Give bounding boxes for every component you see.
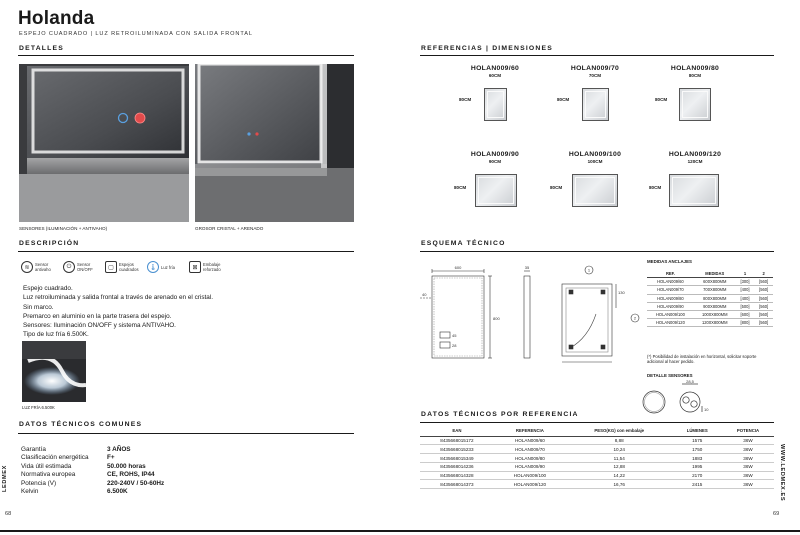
col-lumenes: LÚMENES [672,428,722,436]
cell: [400] [736,286,755,294]
cell: [500] [736,302,755,310]
sensor-dim-diameter: 28,5 [686,379,694,384]
glass-photo-illustration [195,64,354,222]
page-subtitle: ESPEJO CUADRADO | LUZ RETROILUMINADA CON SALIDA FRONTAL [19,31,253,37]
cell: 8435668014236 [420,462,494,471]
spec-key: Kelvin [21,488,39,496]
table-row [647,302,773,310]
cell: 1995 [672,462,722,471]
referencias-heading: REFERENCIAS | DIMENSIONES [421,45,553,52]
page-title: Holanda [18,8,95,29]
cell: HOLAN009/90 [494,462,566,471]
ref-card-120 [664,151,726,164]
spec-value: 6.500K [107,488,128,496]
anclajes-table [647,270,773,327]
detalles-rule [18,55,354,56]
feature-embalaje [189,261,225,273]
mirror-preview-100 [572,174,618,207]
feature-cuadrados [105,261,141,273]
col-2: 2 [754,270,773,278]
footer-rule [0,530,800,532]
ref-card-70 [564,65,626,78]
feature-label: Sensor antivaho [35,262,51,272]
descripcion-heading: DESCRIPCIÓN [19,240,80,247]
spec-value: 3 AÑOS [107,446,131,453]
datos-comunes-rule [18,433,354,434]
sensor-photo-illustration [19,64,189,222]
mirror-preview-90 [475,174,517,207]
ref-width: 60CM [488,73,502,78]
dim-anchor-top: 130 [618,290,625,295]
sensor-dim-gap: 10 [704,407,709,412]
col-1: 1 [736,270,755,278]
thermometer-icon: 🌡 [147,261,159,273]
esquema-rule [420,251,774,252]
col-peso: PESO(KG) con embalaje [566,428,672,436]
light-sample-caption: LUZ FRÍA 6.500K [22,405,55,410]
description-line: Premarco en aluminio en la parte trasera del espejo. [23,312,172,320]
cell: HOLAN009/60 [494,436,566,445]
cell: [560] [754,310,773,318]
dim-width: 600 [454,265,462,270]
technical-drawing [420,258,645,370]
spec-row [21,480,164,488]
cell: [400] [736,294,755,302]
table-row [420,480,774,489]
table-row [647,310,773,318]
touch-sensor-icon: ≋ [21,261,33,273]
descripcion-rule [18,251,354,252]
spec-row [21,488,164,496]
spec-value: F+ [107,454,115,462]
esquema-heading: ESQUEMA TÉCNICO [421,240,506,247]
specs-list [21,446,164,496]
cell: 1200X800MM [694,319,736,327]
ref-name: HOLAN009/100 [568,151,622,158]
ref-width: 70CM [588,73,602,78]
cell: 2415 [672,480,722,489]
feature-label: Espejos cuadrados [119,262,139,272]
ref-name: HOLAN009/120 [668,151,722,158]
detalles-heading: DETALLES [19,45,64,52]
cell: HOLAN009/100 [647,310,694,318]
description-text [23,284,213,340]
description-line: Sin marco. [23,303,54,311]
table-row [647,319,773,327]
feature-onoff [63,261,99,273]
cell: HOLAN009/80 [494,454,566,463]
spec-row [21,454,164,462]
anclajes-title: MEDIDAS ANCLAJES [647,259,692,264]
cell: [560] [754,319,773,327]
ref-width: 120CM [687,159,703,164]
feature-label: Luz fría [161,264,175,270]
table-row [420,445,774,454]
table-row [647,294,773,302]
spec-value: 50.000 horas [107,462,146,470]
anclajes-header-row [647,270,773,278]
callout-1: 1 [587,267,591,273]
cell: [560] [754,294,773,302]
sensor-photo [19,64,189,222]
cell: [560] [754,302,773,310]
table-row [420,436,774,445]
cell: 36W [722,445,774,454]
table-row [647,286,773,294]
cell: 8435668015172 [420,436,494,445]
installation-note: (*) Posibilidad de instalación en horizontal, solicitar soporte adicional al hacer pedido. [647,354,757,364]
square-mirror-icon: ▢ [105,261,117,273]
ref-width: 80CM [688,73,702,78]
ref-height: 80CM [649,185,662,190]
cell: HOLAN009/100 [494,471,566,480]
ref-card-60 [464,65,526,78]
glass-photo-caption: GROSOR CRISTAL + ARENADO [195,226,264,231]
spec-key: Garantía [21,446,46,453]
cell: 8435668014373 [420,480,494,489]
cell: HOLAN009/60 [647,278,694,286]
sensor-photo-caption: SENSORES (ILUMINACIÓN + ANTIVAHO) [19,226,108,231]
col-potencia: POTENCIA [722,428,774,436]
cell: 1883 [672,454,722,463]
datos-comunes-heading: DATOS TÉCNICOS COMUNES [19,421,143,428]
website-vertical: WWW.LEDMEX.ES [779,444,785,502]
datos-ref-rule [420,422,774,423]
table-row [420,454,774,463]
cell: 12,88 [566,462,672,471]
cell: [600] [736,310,755,318]
cell: 8435668014328 [420,471,494,480]
spec-key: Potencia (V) [21,479,57,487]
col-referencia: REFERENCIA [494,428,566,436]
light-sample-photo [22,341,86,402]
feature-antivaho [21,261,57,273]
col-ref: REF. [647,270,694,278]
ref-name: HOLAN009/70 [570,65,620,72]
mirror-preview-60 [484,88,507,121]
ref-name: HOLAN009/80 [670,65,720,72]
page-number-left: 68 [5,511,12,517]
cell: 1000X800MM [694,310,736,318]
feature-label: Sensor ON/OFF [77,262,93,272]
ref-height: 80CM [459,97,472,102]
spec-row [21,471,164,479]
referencias-rule [420,55,774,56]
page-number-right: 69 [773,511,780,517]
reinforced-packaging-icon: ⊠ [189,261,201,273]
ref-height: 80CM [550,185,563,190]
cell: 10,24 [566,445,672,454]
glass-photo [195,64,354,222]
spec-key: Normativa europea [21,471,76,479]
dim-sensor-a: 45 [452,333,457,338]
ref-card-90 [464,151,526,164]
mirror-preview-70 [582,88,609,121]
ref-height: 80CM [655,97,668,102]
dim-height: 800 [493,316,500,321]
cell: 8,88 [566,436,672,445]
spec-key: Vida útil estimada [21,462,72,470]
dim-sensor-b: 28 [452,343,457,348]
spec-row [21,446,164,454]
power-sensor-icon: ⏻ [63,261,75,273]
col-ean: EAN [420,428,494,436]
cell: 16,76 [566,480,672,489]
cell: 2170 [672,471,722,480]
dim-offset: 40 [422,292,427,297]
feature-label: Embalaje reforzado [203,262,221,272]
cell: 36W [722,454,774,463]
ref-width: 90CM [488,159,502,164]
ref-card-80 [664,65,726,78]
spec-value: 220-240V / 50-60Hz [107,479,165,487]
ref-width: 100CM [587,159,603,164]
cell: [800] [736,319,755,327]
cell: HOLAN009/70 [494,445,566,454]
cell: 36W [722,480,774,489]
ref-height: 80CM [454,185,467,190]
spec-row [21,463,164,471]
sensor-detail-title: DETALLE SENSORES [647,373,693,378]
cell: [300] [736,278,755,286]
datos-ref-table [420,428,774,489]
callout-2: 2 [633,315,637,321]
ref-height: 80CM [557,97,570,102]
spec-key: Clasificación energética [21,454,89,462]
brand-vertical: LEDMEX [2,465,8,492]
description-line: Espejo cuadrado. [23,285,73,292]
cell: HOLAN009/70 [647,286,694,294]
cell: HOLAN009/120 [647,319,694,327]
cell: 36W [722,471,774,480]
datos-ref-heading: DATOS TÉCNICOS POR REFERENCIA [421,411,579,418]
cell: [560] [754,278,773,286]
col-medidas: MEDIDAS [694,270,736,278]
cell: [560] [754,286,773,294]
light-sample-illustration [22,341,86,402]
cell: HOLAN009/90 [647,302,694,310]
cell: 11,54 [566,454,672,463]
mirror-preview-120 [669,174,719,207]
table-row [420,462,774,471]
cell: 700X800MM [694,286,736,294]
cell: 8435668015233 [420,445,494,454]
description-line: Luz retroiluminada y salida frontal a través de arenado en el cristal. [23,294,214,302]
cell: 900X800MM [694,302,736,310]
sensor-detail-drawing [640,378,720,418]
dim-depth: 35 [524,265,530,270]
cell: 1575 [672,436,722,445]
feature-luz-fria [147,261,183,273]
description-line: Sensores: Iluminación ON/OFF y sistema ANTIVAHO. [23,322,176,330]
cell: HOLAN009/120 [494,480,566,489]
table-row [647,278,773,286]
mirror-preview-80 [679,88,711,121]
cell: HOLAN009/80 [647,294,694,302]
cell: 36W [722,436,774,445]
ref-name: HOLAN009/60 [470,65,520,72]
ref-name: HOLAN009/90 [470,151,520,158]
table-row [420,471,774,480]
cell: 1750 [672,445,722,454]
datos-header-row [420,428,774,436]
cell: 600X800MM [694,278,736,286]
ref-card-100 [564,151,626,164]
spec-value: CE, ROHS, IP44 [107,471,155,479]
cell: 8435668015349 [420,454,494,463]
cell: 36W [722,462,774,471]
cell: 14,22 [566,471,672,480]
description-line: Tipo de luz fría 6.500K. [23,331,89,339]
feature-icons-row [21,261,225,273]
cell: 800X800MM [694,294,736,302]
